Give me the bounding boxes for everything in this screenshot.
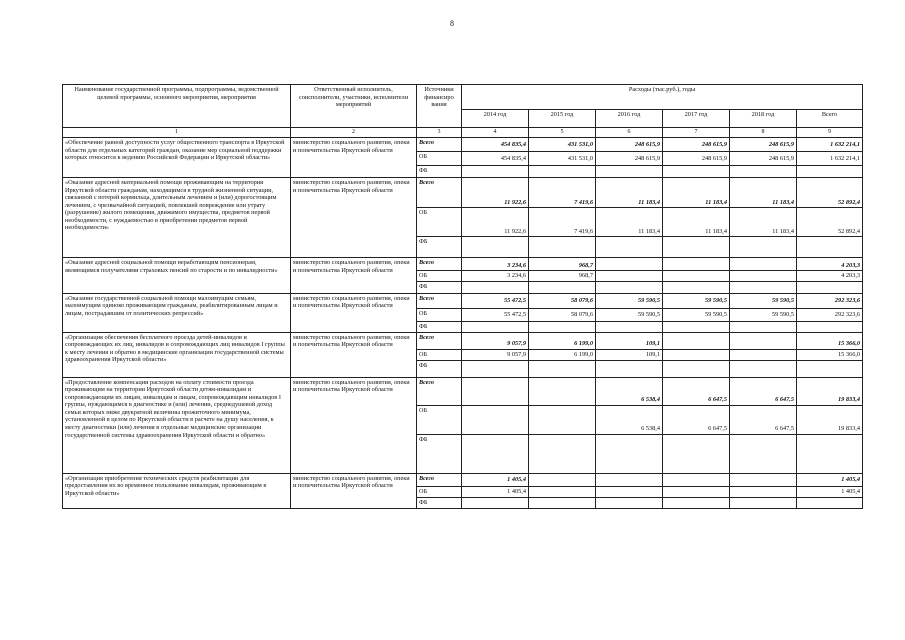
- amount-cell: [596, 237, 663, 258]
- amount-cell: [462, 360, 529, 377]
- header-executor: Ответственный исполнитель, соисполнители, участники, исполнители мероприятий: [291, 85, 417, 128]
- amount-cell: 6 199,0: [529, 349, 596, 360]
- measure-name: «Оказание адресной материальной помощи проживающим на территории Иркутской области гражданам, находящимся в трудной жизненной ситуации, связанной с потерей кормильца, длительным лечением и (или) дорогостоящим лечением, с чрезвычайной ситуацией, повлекшей повреждение или утрату (разрушение) жилого помещения, движимого имущества, предметов первой необходимости, с нуждаемостью в приобретении предметов первой необходимости»: [63, 178, 291, 258]
- amount-cell: 11 922,6: [462, 178, 529, 208]
- total-cell: 52 892,4: [797, 178, 863, 208]
- total-cell: 292 323,6: [797, 308, 863, 321]
- amount-cell: 6 538,4: [596, 377, 663, 405]
- column-number: 3: [417, 128, 462, 138]
- amount-cell: [730, 486, 797, 497]
- amount-cell: 6 647,5: [663, 377, 730, 405]
- amount-cell: [596, 486, 663, 497]
- amount-cell: [663, 434, 730, 473]
- amount-cell: [462, 281, 529, 293]
- table-row: [63, 377, 863, 405]
- total-cell: 4 203,3: [797, 258, 863, 271]
- total-cell: [797, 237, 863, 258]
- amount-cell: 431 531,0: [529, 152, 596, 166]
- header-name: Наименование государственной программы, подпрограммы, ведомственной целевой программы, основного мероприятия, мероприятия: [63, 85, 291, 128]
- total-cell: [797, 434, 863, 473]
- funding-source: Всего: [417, 293, 462, 308]
- amount-cell: 59 590,5: [663, 293, 730, 308]
- funding-source: ОБ: [417, 271, 462, 282]
- amount-cell: [529, 497, 596, 508]
- amount-cell: [730, 332, 797, 349]
- column-number: 9: [797, 128, 863, 138]
- amount-cell: 248 615,9: [730, 152, 797, 166]
- header-expenses: Расходы (тыс.руб.), годы: [462, 85, 863, 110]
- amount-cell: 59 590,5: [730, 293, 797, 308]
- year-header: 2018 год: [730, 110, 797, 128]
- column-number: 5: [529, 128, 596, 138]
- table-row: [63, 178, 863, 208]
- funding-source: ОБ: [417, 486, 462, 497]
- amount-cell: [663, 271, 730, 282]
- amount-cell: [730, 281, 797, 293]
- expenses-table: [62, 84, 863, 509]
- amount-cell: 248 615,9: [596, 152, 663, 166]
- total-cell: 52 892,4: [797, 208, 863, 237]
- funding-source: ОБ: [417, 349, 462, 360]
- measure-name: «Организация обеспечения бесплатного проезда детей-инвалидов и сопровождающих их лиц, инвалидов и сопровождающих лиц инвалидов I группы к месту лечения и обратно в медицинские организации государственной системы здравоохранения Иркутской области»: [63, 332, 291, 377]
- amount-cell: 6 647,5: [663, 405, 730, 434]
- total-cell: 1 632 214,1: [797, 152, 863, 166]
- amount-cell: [730, 360, 797, 377]
- funding-source: ФБ: [417, 497, 462, 508]
- amount-cell: [663, 281, 730, 293]
- amount-cell: [663, 166, 730, 178]
- amount-cell: [730, 258, 797, 271]
- amount-cell: 248 615,9: [596, 138, 663, 152]
- amount-cell: 248 615,9: [663, 152, 730, 166]
- amount-cell: 1 405,4: [462, 473, 529, 486]
- column-number: 1: [63, 128, 291, 138]
- funding-source: Всего: [417, 178, 462, 208]
- measure-executor: министерство социального развития, опеки и попечительства Иркутской области: [291, 293, 417, 332]
- total-cell: 15 366,0: [797, 332, 863, 349]
- amount-cell: [529, 321, 596, 332]
- amount-cell: [462, 434, 529, 473]
- amount-cell: [663, 332, 730, 349]
- amount-cell: [730, 321, 797, 332]
- funding-source: ФБ: [417, 281, 462, 293]
- funding-source: ОБ: [417, 308, 462, 321]
- measure-executor: министерство социального развития, опеки и попечительства Иркутской области: [291, 377, 417, 473]
- amount-cell: 59 590,5: [596, 293, 663, 308]
- amount-cell: 9 057,9: [462, 349, 529, 360]
- total-cell: [797, 497, 863, 508]
- total-cell: 1 405,4: [797, 486, 863, 497]
- measure-name: «Оказание адресной социальной помощи неработающим пенсионерам, являющимся получателями страховых пенсий по старости и по инвалидности»: [63, 258, 291, 294]
- table-row: [63, 473, 863, 486]
- total-cell: 1 632 214,1: [797, 138, 863, 152]
- amount-cell: [462, 497, 529, 508]
- amount-cell: [663, 497, 730, 508]
- amount-cell: [663, 349, 730, 360]
- amount-cell: [730, 271, 797, 282]
- total-cell: [797, 166, 863, 178]
- amount-cell: 11 922,6: [462, 208, 529, 237]
- funding-source: Всего: [417, 332, 462, 349]
- amount-cell: [730, 237, 797, 258]
- table-row: [63, 138, 863, 152]
- amount-cell: 248 615,9: [730, 138, 797, 152]
- amount-cell: [663, 321, 730, 332]
- total-cell: [797, 281, 863, 293]
- total-cell: 19 833,4: [797, 405, 863, 434]
- amount-cell: 6 199,0: [529, 332, 596, 349]
- amount-cell: [663, 360, 730, 377]
- amount-cell: 6 647,5: [730, 405, 797, 434]
- amount-cell: [462, 321, 529, 332]
- amount-cell: 6 647,5: [730, 377, 797, 405]
- table-row: [63, 258, 863, 271]
- measure-name: «Обеспечение равной доступности услуг общественного транспорта в Иркутской области для отдельных категорий граждан, оказание мер социальной поддержки которых относится к ведению Российской Федерации и Иркутской области»: [63, 138, 291, 178]
- header-source: Источники финансиро вания: [417, 85, 462, 128]
- funding-source: ФБ: [417, 237, 462, 258]
- funding-source: ОБ: [417, 405, 462, 434]
- measure-executor: министерство социального развития, опеки и попечительства Иркутской области: [291, 332, 417, 377]
- amount-cell: [730, 473, 797, 486]
- amount-cell: 11 183,4: [663, 178, 730, 208]
- amount-cell: 109,1: [596, 332, 663, 349]
- funding-source: ФБ: [417, 360, 462, 377]
- funding-source: ФБ: [417, 434, 462, 473]
- funding-source: Всего: [417, 138, 462, 152]
- total-cell: 292 323,6: [797, 293, 863, 308]
- amount-cell: [596, 258, 663, 271]
- funding-source: ФБ: [417, 166, 462, 178]
- amount-cell: [730, 434, 797, 473]
- amount-cell: 6 538,4: [596, 405, 663, 434]
- table-row: [63, 332, 863, 349]
- amount-cell: [529, 360, 596, 377]
- amount-cell: 11 183,4: [730, 208, 797, 237]
- total-cell: [797, 360, 863, 377]
- funding-source: Всего: [417, 377, 462, 405]
- measure-executor: министерство социального развития, опеки и попечительства Иркутской области: [291, 178, 417, 258]
- amount-cell: 55 472,5: [462, 293, 529, 308]
- amount-cell: 59 590,5: [730, 308, 797, 321]
- amount-cell: [529, 405, 596, 434]
- amount-cell: [529, 281, 596, 293]
- amount-cell: [596, 473, 663, 486]
- amount-cell: [462, 377, 529, 405]
- year-header: 2014 год: [462, 110, 529, 128]
- amount-cell: 968,7: [529, 258, 596, 271]
- amount-cell: 58 079,6: [529, 308, 596, 321]
- amount-cell: [730, 497, 797, 508]
- funding-source: Всего: [417, 473, 462, 486]
- amount-cell: [663, 486, 730, 497]
- amount-cell: [529, 166, 596, 178]
- amount-cell: [663, 237, 730, 258]
- amount-cell: [596, 360, 663, 377]
- total-cell: 15 366,0: [797, 349, 863, 360]
- amount-cell: [462, 405, 529, 434]
- amount-cell: [596, 271, 663, 282]
- amount-cell: 58 079,6: [529, 293, 596, 308]
- amount-cell: [529, 434, 596, 473]
- amount-cell: 968,7: [529, 271, 596, 282]
- amount-cell: 248 615,9: [663, 138, 730, 152]
- amount-cell: [529, 237, 596, 258]
- measure-executor: министерство социального развития, опеки и попечительства Иркутской области: [291, 138, 417, 178]
- amount-cell: 11 183,4: [730, 178, 797, 208]
- amount-cell: 454 835,4: [462, 152, 529, 166]
- measure-name: «Организация приобретения технических средств реабилитации для предоставления их во временное пользование инвалидам, проживающим в Иркутской области»: [63, 473, 291, 508]
- amount-cell: 11 183,4: [596, 178, 663, 208]
- amount-cell: [596, 497, 663, 508]
- funding-source: Всего: [417, 258, 462, 271]
- amount-cell: [663, 473, 730, 486]
- column-number: 4: [462, 128, 529, 138]
- year-header: 2017 год: [663, 110, 730, 128]
- table-row: [63, 293, 863, 308]
- funding-source: ФБ: [417, 321, 462, 332]
- column-number: 6: [596, 128, 663, 138]
- total-cell: 19 833,4: [797, 377, 863, 405]
- amount-cell: [730, 166, 797, 178]
- amount-cell: [462, 166, 529, 178]
- amount-cell: 55 472,5: [462, 308, 529, 321]
- amount-cell: 7 419,6: [529, 178, 596, 208]
- amount-cell: 1 405,4: [462, 486, 529, 497]
- amount-cell: [596, 321, 663, 332]
- funding-source: ОБ: [417, 208, 462, 237]
- column-number: 8: [730, 128, 797, 138]
- amount-cell: [529, 377, 596, 405]
- funding-source: ОБ: [417, 152, 462, 166]
- column-number: 2: [291, 128, 417, 138]
- amount-cell: 11 183,4: [663, 208, 730, 237]
- amount-cell: [730, 349, 797, 360]
- year-header: 2016 год: [596, 110, 663, 128]
- amount-cell: [663, 258, 730, 271]
- total-cell: 1 405,4: [797, 473, 863, 486]
- total-cell: 4 203,3: [797, 271, 863, 282]
- measure-name: «Оказание государственной социальной помощи малоимущим семьям, малоимущим одиноко проживающим гражданам, реабилитированным лицам и лицам, пострадавшим от политических репрессий»: [63, 293, 291, 332]
- year-header: 2015 год: [529, 110, 596, 128]
- page-number: 8: [450, 19, 454, 28]
- column-number: 7: [663, 128, 730, 138]
- amount-cell: [529, 473, 596, 486]
- amount-cell: 11 183,4: [596, 208, 663, 237]
- amount-cell: 9 057,9: [462, 332, 529, 349]
- total-header: Всего: [797, 110, 863, 128]
- amount-cell: 431 531,0: [529, 138, 596, 152]
- amount-cell: 7 419,6: [529, 208, 596, 237]
- amount-cell: 3 234,6: [462, 258, 529, 271]
- measure-executor: министерство социального развития, опеки и попечительства Иркутской области: [291, 473, 417, 508]
- amount-cell: 59 590,5: [663, 308, 730, 321]
- amount-cell: [529, 486, 596, 497]
- amount-cell: 3 234,6: [462, 271, 529, 282]
- amount-cell: 454 835,4: [462, 138, 529, 152]
- amount-cell: 59 590,5: [596, 308, 663, 321]
- total-cell: [797, 321, 863, 332]
- amount-cell: [462, 237, 529, 258]
- measure-executor: министерство социального развития, опеки и попечительства Иркутской области: [291, 258, 417, 294]
- amount-cell: [596, 281, 663, 293]
- measure-name: «Предоставление компенсации расходов на оплату стоимости проезда проживающим на территории Иркутской области детям-инвалидам и сопровождающим их лицам, инвалидам и лицам, сопровождающим инвалидов I группы, нуждающимся в диагностике и (или) лечении, среднедушевой доход семьи которых ниже двукратной величины прожиточного минимума, установленной в целом по Иркутской области в расчете на душу населения, к месту диагностики (или) лечения в отдельные медицинские организации государственной системы здравоохранения Иркутской области и обратно»: [63, 377, 291, 473]
- amount-cell: [596, 434, 663, 473]
- amount-cell: 109,1: [596, 349, 663, 360]
- amount-cell: [596, 166, 663, 178]
